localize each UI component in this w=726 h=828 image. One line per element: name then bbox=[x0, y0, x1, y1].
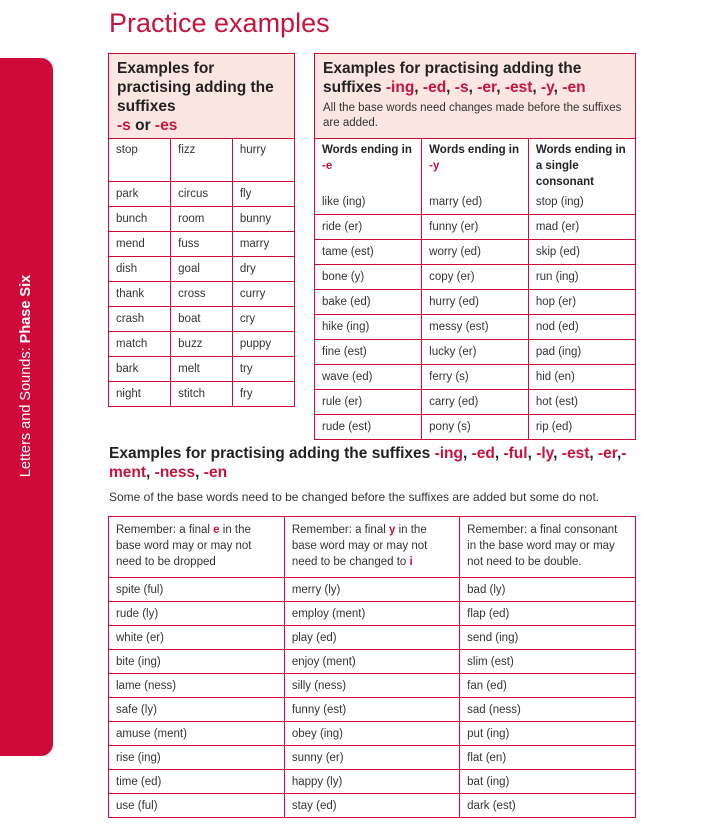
table-row bbox=[315, 315, 635, 340]
suffix: -ly bbox=[536, 445, 554, 462]
suffix: -ing bbox=[434, 445, 463, 462]
table-cell: puppy bbox=[232, 332, 294, 357]
table-cell: thank bbox=[109, 282, 171, 307]
table-cell: sunny (er) bbox=[284, 746, 459, 770]
col-header-ending-e: Words ending in -e bbox=[322, 144, 412, 172]
table-row bbox=[109, 182, 294, 207]
table-row bbox=[109, 626, 635, 650]
suffix-list: -ing, -ed, -s, -er, -est, -y, -en bbox=[385, 79, 586, 96]
table-row bbox=[109, 746, 635, 770]
table-row bbox=[109, 332, 294, 357]
table-cell: stay (ed) bbox=[284, 794, 459, 818]
table-row bbox=[109, 357, 294, 382]
suffix: -ment bbox=[109, 445, 627, 481]
table-cell: rude (ly) bbox=[109, 602, 284, 626]
table-cell: spite (ful) bbox=[109, 578, 284, 602]
table-cell: stop bbox=[116, 144, 138, 156]
table-cell: sad (ness) bbox=[460, 698, 635, 722]
table-row bbox=[109, 232, 294, 257]
table-cell: flap (ed) bbox=[460, 602, 635, 626]
table-row bbox=[109, 382, 294, 407]
table-header-row bbox=[315, 139, 635, 190]
table-row bbox=[109, 282, 294, 307]
suffix: -est bbox=[504, 79, 533, 96]
table-cell: bunny bbox=[232, 207, 294, 232]
table-row bbox=[109, 770, 635, 794]
table-cell: skip (ed) bbox=[528, 240, 635, 265]
table-cell: amuse (ment) bbox=[109, 722, 284, 746]
table-cell: funny (est) bbox=[284, 698, 459, 722]
table-cell: obey (ing) bbox=[284, 722, 459, 746]
table-cell: flat (en) bbox=[460, 746, 635, 770]
box-s-es-header bbox=[109, 54, 294, 139]
table-cell: pony (s) bbox=[422, 415, 529, 440]
or-word: or bbox=[130, 117, 155, 134]
table-cell: nod (ed) bbox=[528, 315, 635, 340]
table-cell: ferry (s) bbox=[422, 365, 529, 390]
note-final-e: Remember: a final e in the base word may or may not need to be dropped bbox=[116, 524, 252, 568]
table-row bbox=[315, 415, 635, 440]
table-cell: safe (ly) bbox=[109, 698, 284, 722]
table-cell: wave (ed) bbox=[315, 365, 422, 390]
suffix: -est bbox=[561, 445, 590, 462]
note-final-y: Remember: a final y in the base word may or may not need to be changed to i bbox=[284, 517, 459, 578]
table-cell: hurry (ed) bbox=[422, 290, 529, 315]
side-tab-label bbox=[18, 275, 34, 477]
table-row bbox=[109, 578, 635, 602]
table-cell: like (ing) bbox=[322, 196, 366, 208]
table-header-row bbox=[109, 517, 635, 578]
table-cell: tame (est) bbox=[315, 240, 422, 265]
table-row bbox=[315, 390, 635, 415]
table-row bbox=[315, 240, 635, 265]
suffix-es: -es bbox=[154, 117, 178, 134]
table-cell: dark (est) bbox=[460, 794, 635, 818]
table-cell: dry bbox=[232, 257, 294, 282]
table-cell: boat bbox=[171, 307, 233, 332]
suffix: -er bbox=[477, 79, 497, 96]
section3-note: Some of the base words need to be changed before the suffixes are added but some do not. bbox=[109, 490, 600, 504]
table-cell: park bbox=[109, 182, 171, 207]
table-cell: goal bbox=[171, 257, 233, 282]
box-s-es-title bbox=[117, 59, 286, 135]
table-cell: run (ing) bbox=[528, 265, 635, 290]
table-cell: ride (er) bbox=[315, 215, 422, 240]
table-cell: send (ing) bbox=[460, 626, 635, 650]
table-cell: night bbox=[109, 382, 171, 407]
section3-title bbox=[109, 444, 649, 482]
title-text: Examples for practising adding the suffixes bbox=[117, 60, 274, 115]
box-s-es bbox=[108, 53, 295, 407]
table-cell: employ (ment) bbox=[284, 602, 459, 626]
table-cell: rise (ing) bbox=[109, 746, 284, 770]
table-cell: bake (ed) bbox=[315, 290, 422, 315]
table-cell: buzz bbox=[171, 332, 233, 357]
suffix: -en bbox=[203, 464, 228, 481]
table-cell: white (er) bbox=[109, 626, 284, 650]
table-row bbox=[315, 265, 635, 290]
suffix: -s bbox=[454, 79, 469, 96]
suffix: -ing bbox=[385, 79, 415, 96]
table-cell: hike (ing) bbox=[315, 315, 422, 340]
table-cell: messy (est) bbox=[422, 315, 529, 340]
table-row bbox=[109, 794, 635, 818]
box-changes-header bbox=[315, 54, 635, 139]
table-row bbox=[315, 290, 635, 315]
table-cell: bark bbox=[109, 357, 171, 382]
table-cell: crash bbox=[109, 307, 171, 332]
table-cell: bunch bbox=[109, 207, 171, 232]
table-cell: circus bbox=[171, 182, 233, 207]
table-cell: put (ing) bbox=[460, 722, 635, 746]
table-cell: bite (ing) bbox=[109, 650, 284, 674]
note-final-consonant: Remember: a final consonant in the base word may or may not need to be double. bbox=[460, 517, 635, 578]
table-row bbox=[109, 257, 294, 282]
box-section3 bbox=[108, 516, 636, 818]
table-cell: lame (ness) bbox=[109, 674, 284, 698]
suffix: -er bbox=[598, 445, 617, 462]
table-cell: rip (ed) bbox=[528, 415, 635, 440]
table-cell: curry bbox=[232, 282, 294, 307]
table-cell: lucky (er) bbox=[422, 340, 529, 365]
table-cell: fuss bbox=[171, 232, 233, 257]
table-cell: bad (ly) bbox=[460, 578, 635, 602]
suffix: -ed bbox=[422, 79, 447, 96]
table-cell: silly (ness) bbox=[284, 674, 459, 698]
table-row bbox=[109, 698, 635, 722]
table-cell: hid (en) bbox=[528, 365, 635, 390]
table-cell: fine (est) bbox=[315, 340, 422, 365]
table-changes bbox=[315, 139, 635, 439]
suffix: -y bbox=[541, 79, 554, 96]
table-row bbox=[109, 307, 294, 332]
table-cell: time (ed) bbox=[109, 770, 284, 794]
table-cell: melt bbox=[171, 357, 233, 382]
page-title: Practice examples bbox=[109, 8, 330, 38]
table-cell: pad (ing) bbox=[528, 340, 635, 365]
table-cell: use (ful) bbox=[109, 794, 284, 818]
suffix-list: -ing, -ed, -ful, -ly, -est, -er,-ment, -ness, -en bbox=[109, 445, 627, 481]
table-row bbox=[109, 602, 635, 626]
suffix: -ness bbox=[154, 464, 196, 481]
col-header-single-consonant: Words ending in a single consonant bbox=[528, 139, 635, 190]
col-header-ending-y: Words ending in -y bbox=[422, 139, 529, 190]
table-cell: fan (ed) bbox=[460, 674, 635, 698]
title-text: Examples for practising adding the suffixes bbox=[109, 445, 435, 462]
table-cell: rude (est) bbox=[315, 415, 422, 440]
suffix: -ful bbox=[503, 445, 528, 462]
box-changes-title bbox=[323, 59, 627, 97]
table-cell: fly bbox=[232, 182, 294, 207]
table-row bbox=[109, 139, 294, 182]
side-tab-phase: Phase Six bbox=[18, 274, 34, 344]
table-cell: marry (ed) bbox=[422, 190, 529, 215]
table-cell: enjoy (ment) bbox=[284, 650, 459, 674]
title-text: Examples for practising adding the suffixes bbox=[323, 60, 582, 96]
table-cell: worry (ed) bbox=[422, 240, 529, 265]
side-tab bbox=[0, 58, 53, 756]
table-cell: dish bbox=[109, 257, 171, 282]
table-cell: copy (er) bbox=[422, 265, 529, 290]
table-cell: carry (ed) bbox=[422, 390, 529, 415]
box-changes-note: All the base words need changes made before the suffixes are added. bbox=[323, 102, 622, 129]
table-row bbox=[315, 340, 635, 365]
table-cell: bat (ing) bbox=[460, 770, 635, 794]
suffix-s: -s bbox=[117, 117, 131, 134]
table-cell: rule (er) bbox=[315, 390, 422, 415]
table-cell: fizz bbox=[171, 139, 233, 182]
table-cell: happy (ly) bbox=[284, 770, 459, 794]
table-section3 bbox=[109, 517, 635, 817]
table-cell: hurry bbox=[232, 139, 294, 182]
table-s-es bbox=[109, 139, 294, 406]
table-cell: room bbox=[171, 207, 233, 232]
table-cell: mad (er) bbox=[528, 215, 635, 240]
table-cell: hot (est) bbox=[528, 390, 635, 415]
table-row bbox=[109, 674, 635, 698]
table-row bbox=[315, 215, 635, 240]
table-cell: stop (ing) bbox=[528, 190, 635, 215]
table-cell: stitch bbox=[171, 382, 233, 407]
table-cell: bone (y) bbox=[315, 265, 422, 290]
table-row bbox=[109, 207, 294, 232]
table-cell: marry bbox=[232, 232, 294, 257]
table-cell: mend bbox=[109, 232, 171, 257]
table-cell: merry (ly) bbox=[284, 578, 459, 602]
box-changes bbox=[314, 53, 636, 440]
table-row bbox=[109, 722, 635, 746]
table-cell: slim (est) bbox=[460, 650, 635, 674]
suffix: -ed bbox=[471, 445, 495, 462]
table-row bbox=[109, 650, 635, 674]
table-cell: cry bbox=[232, 307, 294, 332]
suffix: -en bbox=[562, 79, 586, 96]
table-cell: funny (er) bbox=[422, 215, 529, 240]
table-cell: match bbox=[109, 332, 171, 357]
table-row bbox=[315, 365, 635, 390]
table-cell: fry bbox=[232, 382, 294, 407]
table-cell: cross bbox=[171, 282, 233, 307]
table-row bbox=[315, 190, 635, 215]
table-cell: try bbox=[232, 357, 294, 382]
side-tab-prefix: Letters and Sounds: bbox=[18, 343, 34, 478]
table-cell: play (ed) bbox=[284, 626, 459, 650]
table-cell: hop (er) bbox=[528, 290, 635, 315]
